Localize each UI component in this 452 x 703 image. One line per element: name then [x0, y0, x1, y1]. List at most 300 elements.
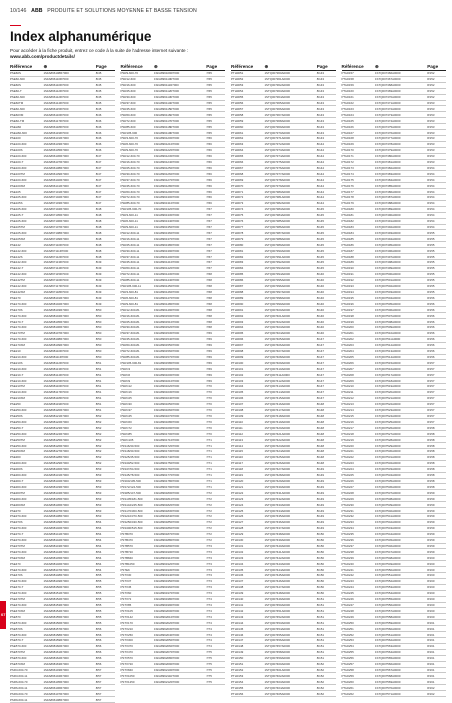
code-cell[interactable]: 1SFA896113R7000 [153, 95, 179, 100]
code-cell[interactable]: 1STQ007444A0000 [264, 567, 290, 572]
code-cell[interactable]: 1SFA898155R7000 [43, 614, 69, 619]
code-cell[interactable]: 1SFA896136R7000 [43, 154, 69, 159]
code-cell[interactable]: 1STQ007500A0000 [374, 272, 401, 277]
code-cell[interactable]: 1STQ007403A0000 [264, 325, 290, 330]
code-cell[interactable]: 1STQ007507A0000 [374, 313, 401, 318]
code-cell[interactable]: 1STQ007471A0000 [374, 100, 401, 105]
code-cell[interactable]: 1STQ007561A0000 [374, 632, 401, 637]
code-cell[interactable]: 1STQ007511A0000 [374, 337, 401, 342]
code-cell[interactable]: 1STQ007544A0000 [374, 532, 401, 537]
code-cell[interactable]: 1SFA896181R7000 [153, 496, 180, 501]
code-cell[interactable]: 1STQ007361A0000 [264, 77, 290, 82]
code-cell[interactable]: 1STQ007545A0000 [374, 538, 401, 543]
code-cell[interactable]: 1SFA896151R7000 [153, 319, 180, 324]
code-cell[interactable]: 1STQ007451A0000 [264, 608, 290, 613]
code-cell[interactable]: 1SFA898142R7000 [43, 538, 69, 543]
code-cell[interactable]: 1SFA898105R7000 [43, 319, 69, 324]
code-cell[interactable]: 1STQ007360A0000 [264, 71, 290, 76]
code-cell[interactable]: 1STQ007414A0000 [264, 390, 290, 395]
code-cell[interactable]: 1STQ007402A0000 [264, 319, 290, 324]
code-cell[interactable]: 1STQ007469A0000 [374, 89, 401, 94]
code-cell[interactable]: 1SFA896157R7000 [153, 354, 180, 359]
code-cell[interactable]: 1STQ007523A0000 [374, 408, 401, 413]
code-cell[interactable]: 1SFA896178R7000 [153, 478, 180, 483]
code-cell[interactable]: 1SFA896179R7000 [153, 484, 180, 489]
code-cell[interactable]: 1SFA896153R7000 [153, 331, 180, 336]
code-cell[interactable]: 1SFA896150R7000 [153, 313, 180, 318]
code-cell[interactable]: 1SFA896206R7000 [153, 644, 180, 649]
code-cell[interactable]: 1STQ007554A0000 [374, 591, 401, 596]
code-cell[interactable]: 1STQ007397A0000 [264, 289, 290, 294]
code-cell[interactable]: 1SFA898130R7000 [43, 467, 69, 472]
code-cell[interactable]: 1SFA896177R7000 [153, 473, 180, 478]
code-cell[interactable]: 1STQ007550A0000 [374, 567, 401, 572]
code-cell[interactable]: 1SFA896203R7000 [153, 626, 180, 631]
code-cell[interactable]: 1SFA896192R7000 [153, 561, 180, 566]
code-cell[interactable]: 1SFA898158R7000 [43, 632, 69, 637]
code-cell[interactable]: 1SFA896208R7000 [153, 656, 180, 661]
code-cell[interactable]: 1STQ007472A0000 [374, 106, 401, 111]
code-cell[interactable]: 1STQ007505A0000 [374, 301, 401, 306]
code-cell[interactable]: 1SFA896118R7000 [43, 124, 69, 129]
code-cell[interactable]: 1STQ007437A0000 [264, 526, 290, 531]
code-cell[interactable]: 1SFA898122R7000 [43, 419, 69, 424]
code-cell[interactable]: 1SFA898163R7000 [43, 662, 69, 667]
code-cell[interactable]: 1STQ007426A0000 [264, 461, 290, 466]
code-cell[interactable]: 1STQ007466A0000 [374, 71, 401, 76]
code-cell[interactable]: 1SFA898125R7000 [43, 437, 69, 442]
code-cell[interactable]: 1SFA896210R7000 [153, 667, 180, 672]
code-cell[interactable]: 1STQ007369A0000 [264, 124, 290, 129]
code-cell[interactable]: 1STQ007477A0000 [374, 136, 401, 141]
code-cell[interactable]: 1STQ007409A0000 [264, 360, 290, 365]
code-cell[interactable]: 1STQ007425A0000 [264, 455, 290, 460]
code-cell[interactable]: 1SFA898152R7000 [43, 597, 69, 602]
code-cell[interactable]: 1SFA896135R7000 [153, 225, 180, 230]
code-cell[interactable]: 1SFA896114R7000 [43, 100, 69, 105]
code-cell[interactable]: 1STQ007441A0000 [264, 549, 290, 554]
code-cell[interactable]: 1SFA896133R7000 [43, 142, 69, 147]
code-cell[interactable]: 1STQ007420A0000 [264, 425, 290, 430]
code-cell[interactable]: 1SFA896184R7000 [153, 514, 180, 519]
code-cell[interactable]: 1STQ007371A0000 [264, 136, 290, 141]
code-cell[interactable]: 1SFA898104R7000 [43, 313, 69, 318]
code-cell[interactable]: 1STQ007380A0000 [264, 189, 290, 194]
code-cell[interactable]: 1STQ007556A0000 [374, 603, 401, 608]
code-cell[interactable]: 1STQ007496A0000 [374, 248, 401, 253]
code-cell[interactable]: 1STQ007381A0000 [264, 195, 290, 200]
code-cell[interactable]: 1SFA896119R7000 [153, 130, 179, 135]
code-cell[interactable]: 1STQ007518A0000 [374, 378, 401, 383]
code-cell[interactable]: 1SFA898138R7000 [43, 514, 69, 519]
code-cell[interactable]: 1STQ007495A0000 [374, 242, 401, 247]
code-cell[interactable]: 1SFA896138R7000 [153, 242, 180, 247]
code-cell[interactable]: 1SFA898111R7000 [43, 354, 69, 359]
code-cell[interactable]: 1STQ007415A0000 [264, 396, 290, 401]
code-cell[interactable]: 1SFA896137R7000 [153, 236, 180, 241]
code-cell[interactable]: 1SFA896202R7000 [153, 620, 180, 625]
chapter-tab[interactable] [0, 601, 6, 629]
code-cell[interactable]: 1SFA898144R7000 [43, 549, 69, 554]
code-cell[interactable]: 1STQ007570A0000 [374, 685, 401, 690]
code-cell[interactable]: 1SFA896200R7000 [153, 608, 180, 613]
code-cell[interactable]: 1STQ007462A0000 [264, 673, 290, 678]
code-cell[interactable]: 1SFA896103R7000 [43, 667, 69, 672]
code-cell[interactable]: 1STQ007452A0000 [264, 614, 290, 619]
code-cell[interactable]: 1SFA896207R7000 [153, 650, 180, 655]
code-cell[interactable]: 1STQ007542A0000 [374, 520, 401, 525]
code-cell[interactable]: 1STQ007449A0000 [264, 597, 290, 602]
code-cell[interactable]: 1SFA898113R7000 [43, 366, 69, 371]
code-cell[interactable]: 1SFA897112R7000 [43, 254, 69, 259]
code-cell[interactable]: 1SFA896115R7000 [43, 106, 69, 111]
code-cell[interactable]: 1STQ007416A0000 [264, 402, 290, 407]
code-cell[interactable]: 1STQ007481A0000 [374, 160, 401, 165]
code-cell[interactable]: 1SFA898103R7000 [43, 307, 69, 312]
code-cell[interactable]: 1STQ007457A0000 [264, 644, 290, 649]
code-cell[interactable]: 1STQ007390A0000 [264, 248, 290, 253]
code-cell[interactable]: 1STQ007366A0000 [264, 106, 290, 111]
code-cell[interactable]: 1STQ007455A0000 [264, 632, 290, 637]
code-cell[interactable]: 1SFA898148R7000 [43, 573, 69, 578]
code-cell[interactable]: 1SFA896140R7000 [153, 254, 180, 259]
code-cell[interactable]: 1SFA897109R7000 [43, 236, 69, 241]
code-cell[interactable]: 1STQ007413A0000 [264, 384, 290, 389]
code-cell[interactable]: 1STQ007470A0000 [374, 95, 401, 100]
code-cell[interactable]: 1STQ007454A0000 [264, 626, 290, 631]
code-cell[interactable]: 1STQ007529A0000 [374, 443, 401, 448]
code-cell[interactable]: 1STQ007439A0000 [264, 538, 290, 543]
code-cell[interactable]: 1STQ007483A0000 [374, 171, 401, 176]
code-cell[interactable]: 1SFA896112R7000 [153, 89, 179, 94]
code-cell[interactable]: 1STQ007527A0000 [374, 431, 401, 436]
code-cell[interactable]: 1STQ007539A0000 [374, 502, 401, 507]
code-cell[interactable]: 1STQ007458A0000 [264, 650, 290, 655]
code-cell[interactable]: 1STQ007558A0000 [374, 614, 401, 619]
code-cell[interactable]: 1SFA897106R7000 [43, 219, 69, 224]
code-cell[interactable]: 1SFA898159R7000 [43, 638, 69, 643]
code-cell[interactable]: 1STQ007557A0000 [374, 608, 401, 613]
code-cell[interactable]: 1STQ007536A0000 [374, 484, 401, 489]
code-cell[interactable]: 1STQ007384A0000 [264, 213, 290, 218]
code-cell[interactable]: 1SFA896149R7000 [153, 307, 180, 312]
code-cell[interactable]: 1STQ007431A0000 [264, 490, 290, 495]
code-cell[interactable]: 1SFA896167R7000 [153, 414, 180, 419]
code-cell[interactable]: 1STQ007368A0000 [264, 118, 290, 123]
code-cell[interactable]: 1STQ007547A0000 [374, 549, 401, 554]
code-cell[interactable]: 1STQ007530A0000 [374, 449, 401, 454]
code-cell[interactable]: 1STQ007419A0000 [264, 419, 290, 424]
code-cell[interactable]: 1SFA898128R7000 [43, 455, 69, 460]
code-cell[interactable]: 1STQ007423A0000 [264, 443, 290, 448]
code-cell[interactable]: 1STQ007499A0000 [374, 266, 401, 271]
code-cell[interactable]: 1STQ007517A0000 [374, 372, 401, 377]
code-cell[interactable]: 1STQ007374A0000 [264, 154, 290, 159]
code-cell[interactable]: 1STQ007393A0000 [264, 266, 290, 271]
code-cell[interactable]: 1SFA898102R7000 [43, 301, 69, 306]
code-cell[interactable]: 1STQ007428A0000 [264, 473, 290, 478]
code-cell[interactable]: 1SFA897101R7000 [43, 189, 69, 194]
code-cell[interactable]: 1STQ007434A0000 [264, 508, 290, 513]
code-cell[interactable]: 1SFA898151R7000 [43, 591, 69, 596]
code-cell[interactable]: 1SFA896198R7000 [153, 597, 180, 602]
code-cell[interactable]: 1SFA898134R7000 [43, 490, 69, 495]
code-cell[interactable]: 1STQ007388A0000 [264, 236, 290, 241]
code-cell[interactable]: 1SFA898117R7000 [43, 390, 69, 395]
code-cell[interactable]: 1SFA896105R7000 [43, 679, 69, 684]
code-cell[interactable]: 1SFA896168R7000 [153, 419, 180, 424]
code-cell[interactable]: 1STQ007387A0000 [264, 230, 290, 235]
code-cell[interactable]: 1STQ007541A0000 [374, 514, 401, 519]
code-cell[interactable]: 1SFA896176R7000 [153, 467, 180, 472]
code-cell[interactable]: 1SFA897104R7000 [43, 207, 69, 212]
code-cell[interactable]: 1STQ007510A0000 [374, 331, 401, 336]
code-cell[interactable]: 1STQ007453A0000 [264, 620, 290, 625]
code-cell[interactable]: 1SFA896171R7000 [153, 437, 180, 442]
code-cell[interactable]: 1SFA896127R7000 [153, 177, 180, 182]
code-cell[interactable]: 1STQ007421A0000 [264, 431, 290, 436]
code-cell[interactable]: 1SFA897111R7000 [43, 248, 69, 253]
code-cell[interactable]: 1SFA898161R7000 [43, 650, 69, 655]
code-cell[interactable]: 1SFA898126R7000 [43, 443, 69, 448]
code-cell[interactable]: 1SFA898143R7000 [43, 543, 69, 548]
code-cell[interactable]: 1STQ007538A0000 [374, 496, 401, 501]
code-cell[interactable]: 1STQ007382A0000 [264, 201, 290, 206]
code-cell[interactable]: 1STQ007376A0000 [264, 165, 290, 170]
code-cell[interactable]: 1SFA896162R7000 [153, 384, 180, 389]
code-cell[interactable]: 1STQ007438A0000 [264, 532, 290, 537]
code-cell[interactable]: 1SFA896143R7000 [153, 272, 180, 277]
code-cell[interactable]: 1STQ007430A0000 [264, 484, 290, 489]
code-cell[interactable]: 1SFA896155R7000 [153, 343, 180, 348]
code-cell[interactable]: 1SFA896148R7000 [153, 301, 180, 306]
code-cell[interactable]: 1STQ007528A0000 [374, 437, 401, 442]
code-cell[interactable]: 1SFA896161R7000 [153, 378, 180, 383]
code-cell[interactable]: 1STQ007392A0000 [264, 260, 290, 265]
code-cell[interactable]: 1SFA896183R7000 [153, 508, 180, 513]
code-cell[interactable]: 1SFA896195R7000 [153, 579, 180, 584]
code-cell[interactable]: 1SFA898141R7000 [43, 532, 69, 537]
code-cell[interactable]: 1SFA897116R7000 [43, 278, 69, 283]
code-cell[interactable]: 1SFA896109R7000 [153, 71, 180, 76]
code-cell[interactable]: 1SFA898110R7000 [43, 349, 69, 354]
code-cell[interactable]: 1STQ007399A0000 [264, 301, 290, 306]
code-cell[interactable]: 1STQ007569A0000 [374, 679, 401, 684]
table-row[interactable] [10, 697, 115, 703]
code-cell[interactable]: 1STQ007533A0000 [374, 467, 401, 472]
code-cell[interactable]: 1SFA898120R7000 [43, 408, 69, 413]
code-cell[interactable]: 1SFA898112R7000 [43, 360, 69, 365]
code-cell[interactable]: 1SFA898146R7000 [43, 561, 69, 566]
code-cell[interactable]: 1STQ007497A0000 [374, 254, 401, 259]
code-cell[interactable]: 1STQ007450A0000 [264, 603, 290, 608]
code-cell[interactable]: 1STQ007427A0000 [264, 467, 290, 472]
table-row[interactable] [342, 691, 447, 697]
code-cell[interactable]: 1SFA896197R7000 [153, 591, 180, 596]
code-cell[interactable]: 1STQ007522A0000 [374, 402, 401, 407]
code-cell[interactable]: 1SFA896158R7000 [153, 360, 180, 365]
code-cell[interactable]: 1STQ007465A0000 [264, 691, 290, 696]
code-cell[interactable]: 1STQ007379A0000 [264, 183, 290, 188]
code-cell[interactable]: 1SFA896136R7000 [153, 230, 180, 235]
code-cell[interactable]: 1STQ007445A0000 [264, 573, 290, 578]
code-cell[interactable]: 1SFA896209R7000 [153, 662, 180, 667]
code-cell[interactable]: 1SFA897103R7000 [43, 201, 69, 206]
code-cell[interactable]: 1STQ007564A0000 [374, 650, 401, 655]
code-cell[interactable]: 1STQ007563A0000 [374, 644, 401, 649]
code-cell[interactable]: 1SFA898109R7000 [43, 343, 69, 348]
code-cell[interactable]: 1SFA896180R7000 [153, 490, 180, 495]
code-cell[interactable]: 1STQ007520A0000 [374, 390, 401, 395]
code-cell[interactable]: 1STQ007562A0000 [374, 638, 401, 643]
code-cell[interactable]: 1STQ007548A0000 [374, 555, 401, 560]
code-cell[interactable]: 1STQ007487A0000 [374, 195, 401, 200]
code-cell[interactable]: 1SFA896104R7000 [43, 673, 69, 678]
code-cell[interactable]: 1STQ007407A0000 [264, 349, 290, 354]
code-cell[interactable]: 1STQ007498A0000 [374, 260, 401, 265]
code-cell[interactable]: 1SFA896196R7000 [153, 585, 180, 590]
code-cell[interactable]: 1STQ007551A0000 [374, 573, 401, 578]
code-cell[interactable]: 1SFA896169R7000 [153, 425, 180, 430]
code-cell[interactable]: 1SFA897113R7000 [43, 260, 69, 265]
code-cell[interactable]: 1SFA896141R7000 [153, 260, 180, 265]
code-cell[interactable]: 1SFA896205R7000 [153, 638, 180, 643]
code-cell[interactable]: 1SFA896204R7000 [153, 632, 180, 637]
code-cell[interactable]: 1STQ007375A0000 [264, 160, 290, 165]
code-cell[interactable]: 1SFA896142R7000 [153, 266, 180, 271]
code-cell[interactable]: 1SFA896140R7000 [43, 177, 69, 182]
code-cell[interactable]: 1STQ007424A0000 [264, 449, 290, 454]
code-cell[interactable]: 1STQ007559A0000 [374, 620, 401, 625]
code-cell[interactable]: 1STQ007537A0000 [374, 490, 401, 495]
code-cell[interactable]: 1STQ007513A0000 [374, 349, 401, 354]
code-cell[interactable]: 1STQ007396A0000 [264, 284, 290, 289]
code-cell[interactable]: 1SFA896164R7000 [153, 396, 180, 401]
code-cell[interactable]: 1STQ007378A0000 [264, 177, 290, 182]
code-cell[interactable]: 1STQ007526A0000 [374, 425, 401, 430]
code-cell[interactable]: 1SFA896122R7000 [153, 148, 180, 153]
code-cell[interactable]: 1STQ007391A0000 [264, 254, 290, 259]
code-cell[interactable]: 1SFA896166R7000 [153, 408, 180, 413]
code-cell[interactable]: 1SFA896134R7000 [153, 219, 180, 224]
code-cell[interactable]: 1SFA896133R7000 [153, 213, 180, 218]
code-cell[interactable]: 1SFA898139R7000 [43, 520, 69, 525]
code-cell[interactable]: 1STQ007491A0000 [374, 219, 401, 224]
code-cell[interactable]: 1SFA896139R7000 [153, 248, 180, 253]
code-cell[interactable]: 1SFA898140R7000 [43, 526, 69, 531]
code-cell[interactable]: 1STQ007555A0000 [374, 597, 401, 602]
code-cell[interactable]: 1STQ007394A0000 [264, 272, 290, 277]
code-cell[interactable]: 1STQ007482A0000 [374, 165, 401, 170]
code-cell[interactable]: 1SFA896117R7000 [153, 118, 179, 123]
code-cell[interactable]: 1STQ007461A0000 [264, 667, 290, 672]
code-cell[interactable]: 1STQ007519A0000 [374, 384, 401, 389]
code-cell[interactable]: 1SFA896187R7000 [153, 532, 180, 537]
code-cell[interactable]: 1SFA896137R7000 [43, 160, 69, 165]
code-cell[interactable]: 1STQ007492A0000 [374, 225, 401, 230]
code-cell[interactable]: 1SFA896111R7000 [153, 83, 179, 88]
code-cell[interactable]: 1STQ007459A0000 [264, 656, 290, 661]
code-cell[interactable]: 1SFA896194R7000 [153, 573, 180, 578]
code-cell[interactable]: 1SFA896159R7000 [153, 366, 180, 371]
code-cell[interactable]: 1STQ007442A0000 [264, 555, 290, 560]
code-cell[interactable]: 1SFA896116R7000 [43, 112, 69, 117]
code-cell[interactable]: 1STQ007475A0000 [374, 124, 401, 129]
table-row[interactable] [231, 691, 336, 697]
code-cell[interactable]: 1STQ007463A0000 [264, 679, 290, 684]
code-cell[interactable]: 1SFA896116R7000 [153, 112, 179, 117]
code-cell[interactable]: 1STQ007404A0000 [264, 331, 290, 336]
code-cell[interactable]: 1STQ007571A0000 [374, 691, 401, 696]
code-cell[interactable]: 1STQ007479A0000 [374, 148, 401, 153]
code-cell[interactable]: 1STQ007568A0000 [374, 673, 401, 678]
code-cell[interactable]: 1STQ007448A0000 [264, 591, 290, 596]
code-cell[interactable]: 1SFA897110R7000 [43, 242, 69, 247]
code-cell[interactable]: 1STQ007435A0000 [264, 514, 290, 519]
code-cell[interactable]: 1SFA898133R7000 [43, 484, 69, 489]
code-cell[interactable]: 1STQ007490A0000 [374, 213, 401, 218]
code-cell[interactable]: 1SFA896108R7000 [43, 697, 69, 702]
code-cell[interactable]: 1STQ007373A0000 [264, 148, 290, 153]
code-cell[interactable]: 1STQ007476A0000 [374, 130, 401, 135]
code-cell[interactable]: 1STQ007506A0000 [374, 307, 401, 312]
code-cell[interactable]: 1STQ007370A0000 [264, 130, 290, 135]
code-cell[interactable]: 1SFA896110R7000 [43, 77, 69, 82]
code-cell[interactable]: 1STQ007531A0000 [374, 455, 401, 460]
code-cell[interactable]: 1SFA896191R7000 [153, 555, 180, 560]
code-cell[interactable]: 1STQ007447A0000 [264, 585, 290, 590]
code-cell[interactable]: 1STQ007534A0000 [374, 473, 401, 478]
code-cell[interactable]: 1SFA898137R7000 [43, 508, 69, 513]
code-cell[interactable]: 1SFA898106R7000 [43, 325, 69, 330]
code-cell[interactable]: 1SFA896193R7000 [153, 567, 180, 572]
code-cell[interactable]: 1SFA898124R7000 [43, 431, 69, 436]
code-cell[interactable]: 1SFA896165R7000 [153, 402, 180, 407]
code-cell[interactable]: 1SFA896188R7000 [153, 538, 180, 543]
code-cell[interactable]: 1SFA898114R7000 [43, 372, 69, 377]
code-cell[interactable]: 1STQ007553A0000 [374, 585, 401, 590]
code-cell[interactable]: 1SFA896119R7000 [43, 130, 69, 135]
code-cell[interactable]: 1STQ007512A0000 [374, 343, 401, 348]
code-cell[interactable]: 1STQ007417A0000 [264, 408, 290, 413]
code-cell[interactable]: 1SFA897108R7000 [43, 230, 69, 235]
code-cell[interactable]: 1SFA896131R7000 [153, 201, 180, 206]
code-cell[interactable]: 1STQ007566A0000 [374, 662, 401, 667]
code-cell[interactable]: 1STQ007395A0000 [264, 278, 290, 283]
code-cell[interactable]: 1SFA896125R7000 [153, 165, 180, 170]
code-cell[interactable]: 1SFA898127R7000 [43, 449, 69, 454]
code-cell[interactable]: 1SFA898150R7000 [43, 585, 69, 590]
code-cell[interactable]: 1STQ007546A0000 [374, 543, 401, 548]
code-cell[interactable]: 1STQ007503A0000 [374, 289, 401, 294]
code-cell[interactable]: 1STQ007364A0000 [264, 95, 290, 100]
product-url-link[interactable]: www.abb.com/productdetails/ [10, 54, 75, 59]
code-cell[interactable]: 1STQ007362A0000 [264, 83, 290, 88]
code-cell[interactable]: 1SFA898135R7000 [43, 496, 69, 501]
code-cell[interactable]: 1SFA898131R7000 [43, 473, 69, 478]
code-cell[interactable]: 1SFA896185R7000 [153, 520, 180, 525]
code-cell[interactable]: 1STQ007508A0000 [374, 319, 401, 324]
code-cell[interactable]: 1STQ007385A0000 [264, 219, 290, 224]
code-cell[interactable]: 1SFA896131R7000 [43, 136, 69, 141]
code-cell[interactable]: 1STQ007400A0000 [264, 307, 290, 312]
code-cell[interactable]: 1SFA896173R7000 [153, 449, 180, 454]
code-cell[interactable]: 1SFA896175R7000 [153, 461, 180, 466]
code-cell[interactable]: 1STQ007386A0000 [264, 225, 290, 230]
code-cell[interactable]: 1SFA897102R7000 [43, 195, 69, 200]
code-cell[interactable]: 1STQ007473A0000 [374, 112, 401, 117]
code-cell[interactable]: 1STQ007418A0000 [264, 414, 290, 419]
